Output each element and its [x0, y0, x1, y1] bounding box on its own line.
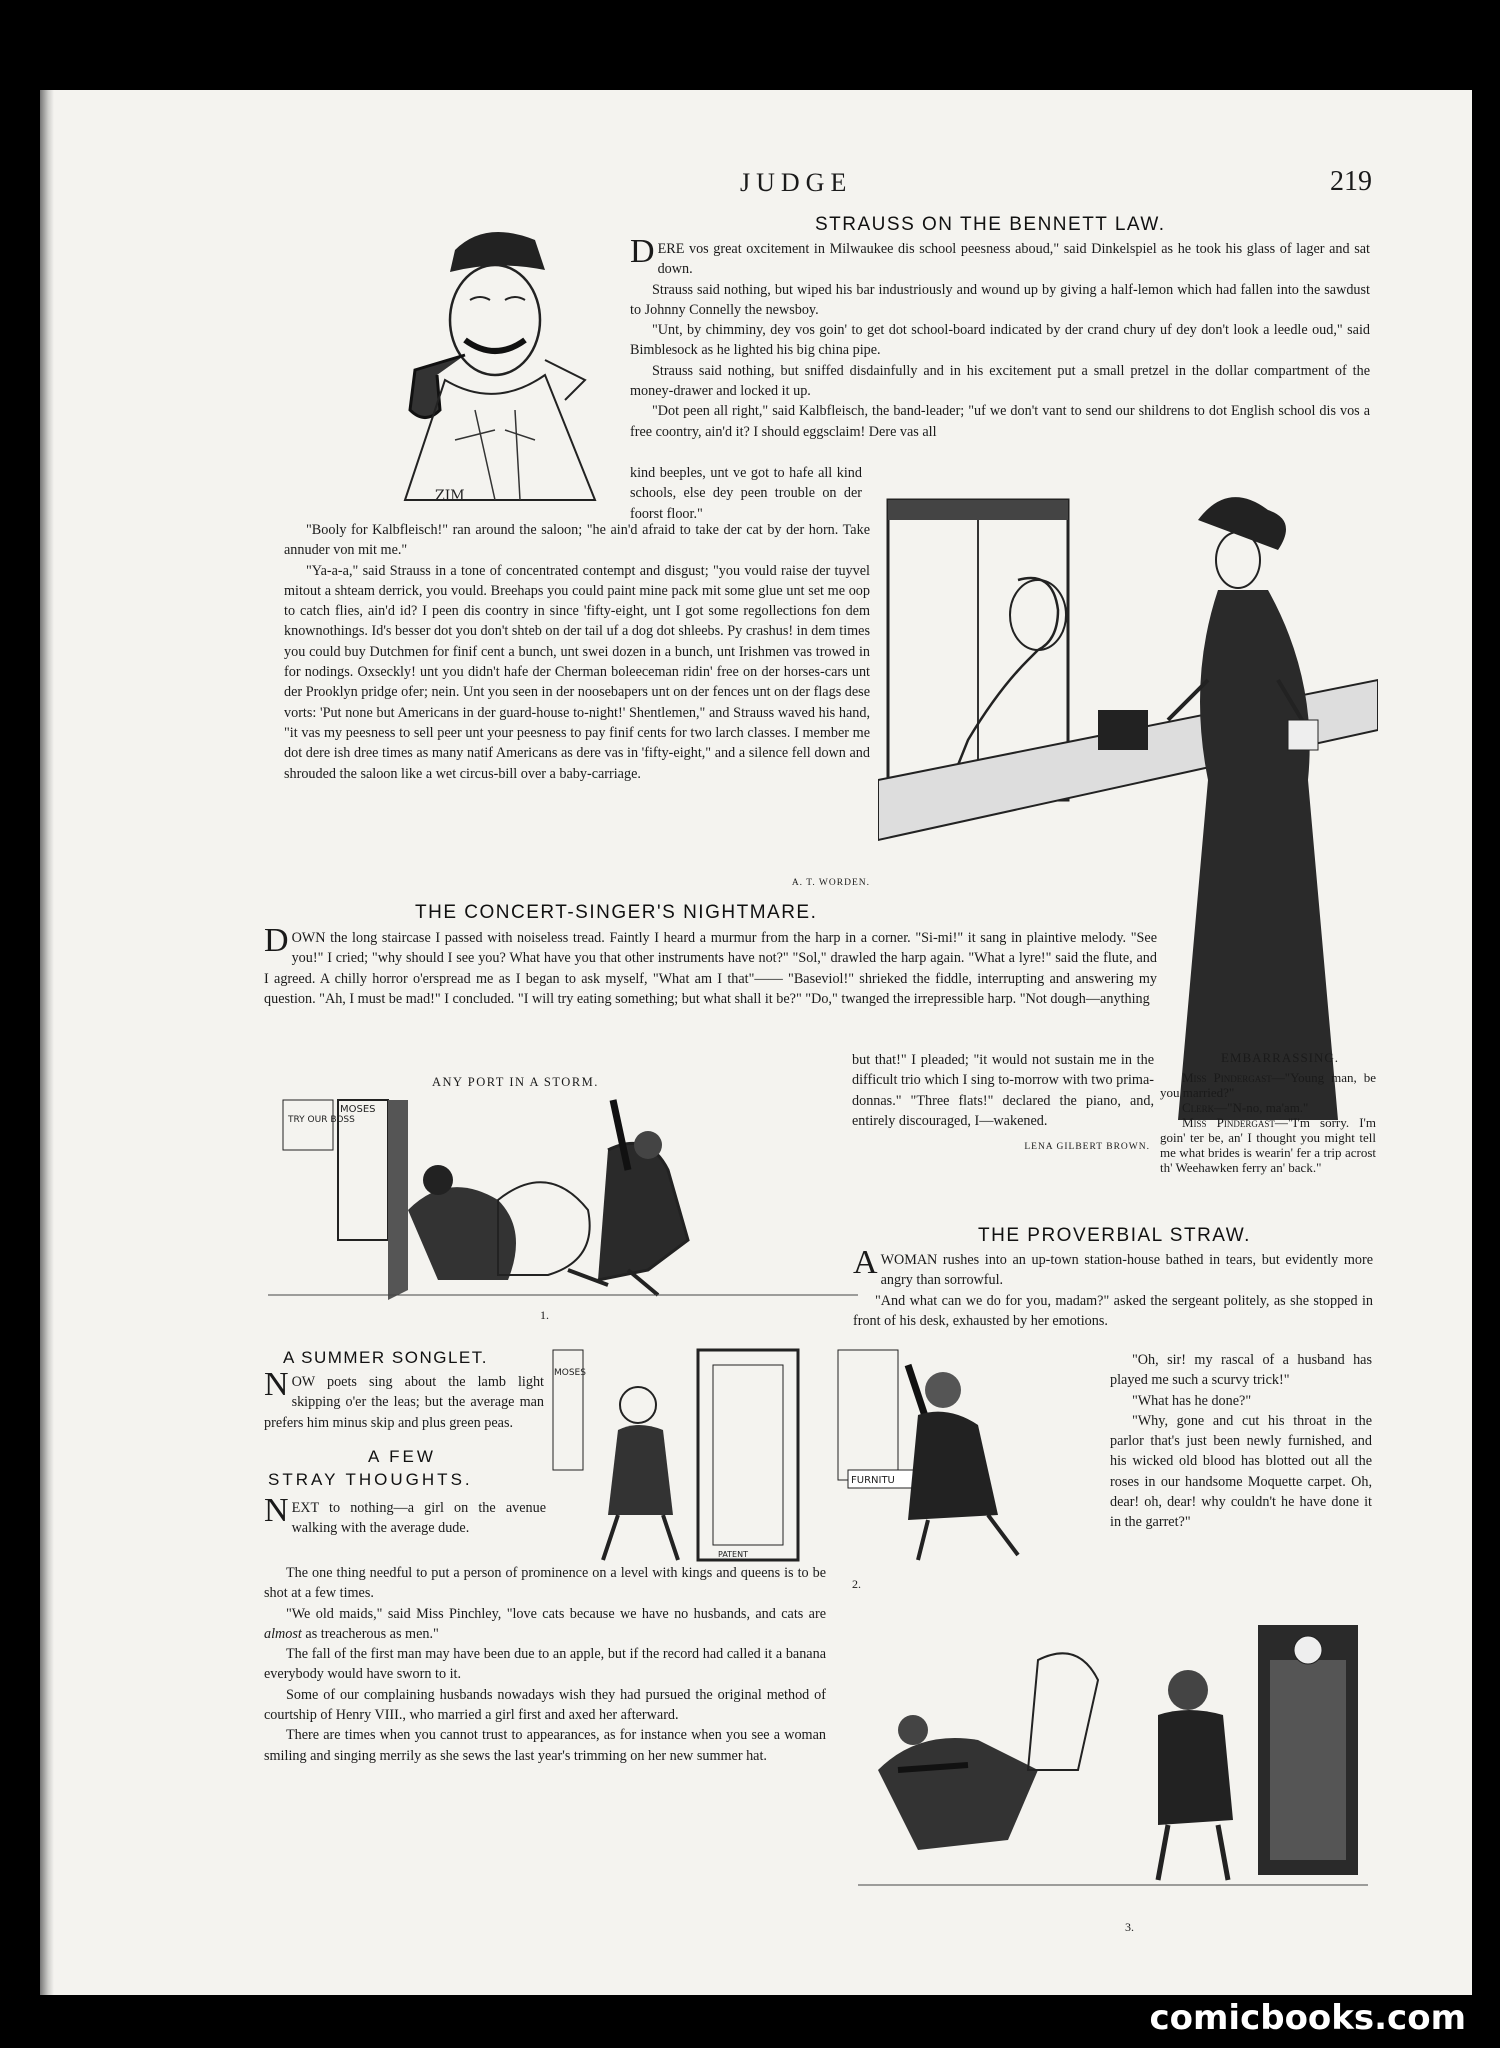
embarrassing-dialogue: Miss Pindergast—"Young man, be you married?" Clerk—"N-no, ma'am." Miss Pindergast—"I'm sorry. I'm goin' ter be, an' I thought you might tell me what brides is wearin' fer a trip acrost th' Weehawken ferry an' back.": [1160, 1070, 1377, 1175]
strauss-title: STRAUSS ON THE BENNETT LAW.: [815, 214, 1166, 235]
concert-text: DOWN the long staircase I passed with noiseless tread. Faintly I heard a murmur from the harp in a corner. "Si-mi!" it sang in plaintive melody. "See you!" I cried; "why should I see you? What have you that other instruments have not?" "Sol," drawled the harp again. "What a lyre!" said the flute, and I agreed. A chilly horror o'erspread me as I began to ask myself, "What am I that"—— "Baseviol!" shrieked the fiddle, interrupting and answering my question. "Ah, I must be mad!" I concluded. "I will try eating something; but what shall it be?" "Do," twanged the irrepressible harp. "Not dough—anything: [264, 922, 1157, 1007]
concert-title: THE CONCERT-SINGER'S NIGHTMARE.: [415, 902, 818, 923]
port-storm-panel-2: [548, 1345, 1103, 1575]
thoughts-opening: NEXT to nothing—a girl on the avenue walking with the average dude.: [264, 1492, 546, 1537]
concert-signature: LENA GILBERT BROWN.: [1024, 1142, 1150, 1152]
straw-text-column: "Oh, sir! my rascal of a husband has played me such a scurvy trick!" "What has he done?" "Why, gone and cut his throat in the parlor that's just been newly furnished, and his wicked old blood has blotted out all the roses in our handsome Moquette carpet. Oh, dear! oh, dear! why couldn't he have done it in the garret?": [1110, 1352, 1372, 1531]
thoughts-title-2: STRAY THOUGHTS.: [268, 1470, 473, 1489]
thoughts-title-1: A FEW: [368, 1447, 436, 1466]
port-storm-panel-3: [858, 1620, 1368, 1910]
drop-cap-n: N: [264, 1492, 289, 1529]
straw-title: THE PROVERBIAL STRAW.: [978, 1225, 1251, 1246]
concert-continued: but that!" I pleaded; "it would not sustain me in the difficult trio which I sing to-morrow with two prima-donnas." "Three flats!" declared the piano, and, entirely discouraged, I—wakened.: [852, 1052, 1154, 1129]
pipe-smoker-illustration: [345, 210, 630, 510]
masthead: JUDGE: [740, 168, 853, 197]
moses-sign: MOSES: [340, 1104, 376, 1115]
strauss-main: "Booly for Kalbfleisch!" ran around the saloon; "he ain'd afraid to take der cat by der horn. Take annuder von mit me." "Ya-a-a," said Strauss in a tone of concentrated contempt and disgust; "you vould raise der tuyvel mitout a shteam derrick, you vould. Breehaps you could paint mine pack mit some glue unt set me oop to catch flies, ain'd id? I peen dis coontry in since 'fifty-eight, unt I got some regollections fon dem knownothings. Id's besser dot you don't shteb on der tail uf a dog dot shleebs. Py crashus! in dem times you could buy Dutchmen for finif cent a bunch, unt swei dozen in a bunch, unt Irishmen vas trowed in for nodings. Oxseckly! unt you didn't hafe der Cherman boleeceman ridin' free on der horses-cars unt der Prooklyn pridge ofer; nein. Unt you seen in der noosebapers unt on der fences unt on der flags dese vorts: 'Put none but Americans in der guard-house to-night!' Shentlemen," and Strauss waved his hand, "it vas my peesness to sell peer unt your peesness to pay finif cents for two larch classes. I member me dot dere ish dree times as many natif Americans as dere vas in 'fifty-eight," and a silence fell down and shrouded the saloon like a wet circus-bill over a baby-carriage.: [284, 522, 870, 782]
page-number: 219: [1330, 166, 1372, 197]
figure-1-label: 1.: [540, 1308, 549, 1322]
drop-cap-d: D: [630, 233, 655, 270]
port-storm-caption: ANY PORT IN A STORM.: [432, 1075, 599, 1089]
port-storm-panel-1: [268, 1090, 858, 1305]
straw-text-wide: AWOMAN rushes into an up-town station-house bathed in tears, but evidently more angry than sorrowful. "And what can we do for you, madam?" asked the sergeant politely, as she stopped in front of his desk, exhausted by her emotions.: [853, 1244, 1373, 1329]
drop-cap-a: A: [853, 1244, 878, 1281]
figure-2-label: 2.: [852, 1577, 861, 1591]
drop-cap-d: D: [264, 922, 289, 959]
embarrassing-caption: EMBARRASSING.: [1220, 1050, 1340, 1065]
songlet-text: NOW poets sing about the lamb light skipping o'er the leas; but the average man prefers him minus skip and plus green peas.: [264, 1366, 544, 1431]
strauss-signature: A. T. WORDEN.: [791, 878, 870, 888]
strauss-continued: kind beeples, unt ve got to hafe all kind schools, else dey peen trouble on der foorst floor.": [630, 465, 862, 522]
songlet-title: A SUMMER SONGLET.: [283, 1348, 488, 1367]
patent-label: PATENT: [718, 1550, 748, 1559]
magazine-page: [40, 90, 1472, 1995]
try-our-boss-sign: TRY OUR BOSS: [288, 1115, 355, 1125]
strauss-opening: DERE vos great oxcitement in Milwaukee dis school peesness aboud," said Dinkelspiel as he took his glass of lager and sat down. Strauss said nothing, but wiped his bar industriously and wound up by giving a half-lemon which had fallen into the sawdust to Johnny Connelly the newsboy. "Unt, by chimminy, dey vos goin' to get dot school-board indicated by der crand chury uf dey don't look a leedle oud," said Bimblesock as he lighted his big china pipe. Strauss said nothing, but sniffed disdainfully and in his excitement put a small pretzel in the dollar compartment of the money-drawer and locked it up. "Dot peen all right," said Kalbfleisch, the band-leader; "uf we don't vant to send our shildrens to dot English school dis vos a free coontry, ain'd it? I should eggsclaim! Dere vas all: [630, 233, 1370, 440]
svg-text:ZIM: ZIM: [435, 488, 465, 504]
moses-sign-2: MOSES: [554, 1368, 586, 1378]
footer-watermark: comicbooks.com: [1149, 1998, 1466, 2038]
thoughts-body: The one thing needful to put a person of prominence on a level with kings and queens is to be shot at a few times. "We old maids," said Miss Pinchley, "love cats because we have no husbands, and cats are almost as treacherous as men." The fall of the first man may have been due to an apple, but if the record had called it a banana everybody would have sworn to it. Some of our complaining husbands nowadays wish they had pursued the original method of courtship of Henry VIII., who married a girl first and axed her afterward. There are times when you cannot trust to appearances, as for instance when you see a woman smiling and singing merrily as she sews the last year's trimming on her new summer hat.: [264, 1565, 826, 1764]
furniture-sign: FURNITU: [851, 1475, 895, 1486]
drop-cap-n: N: [264, 1366, 289, 1403]
figure-3-label: 3.: [1125, 1920, 1134, 1934]
page-gutter-shadow: [40, 90, 54, 1995]
